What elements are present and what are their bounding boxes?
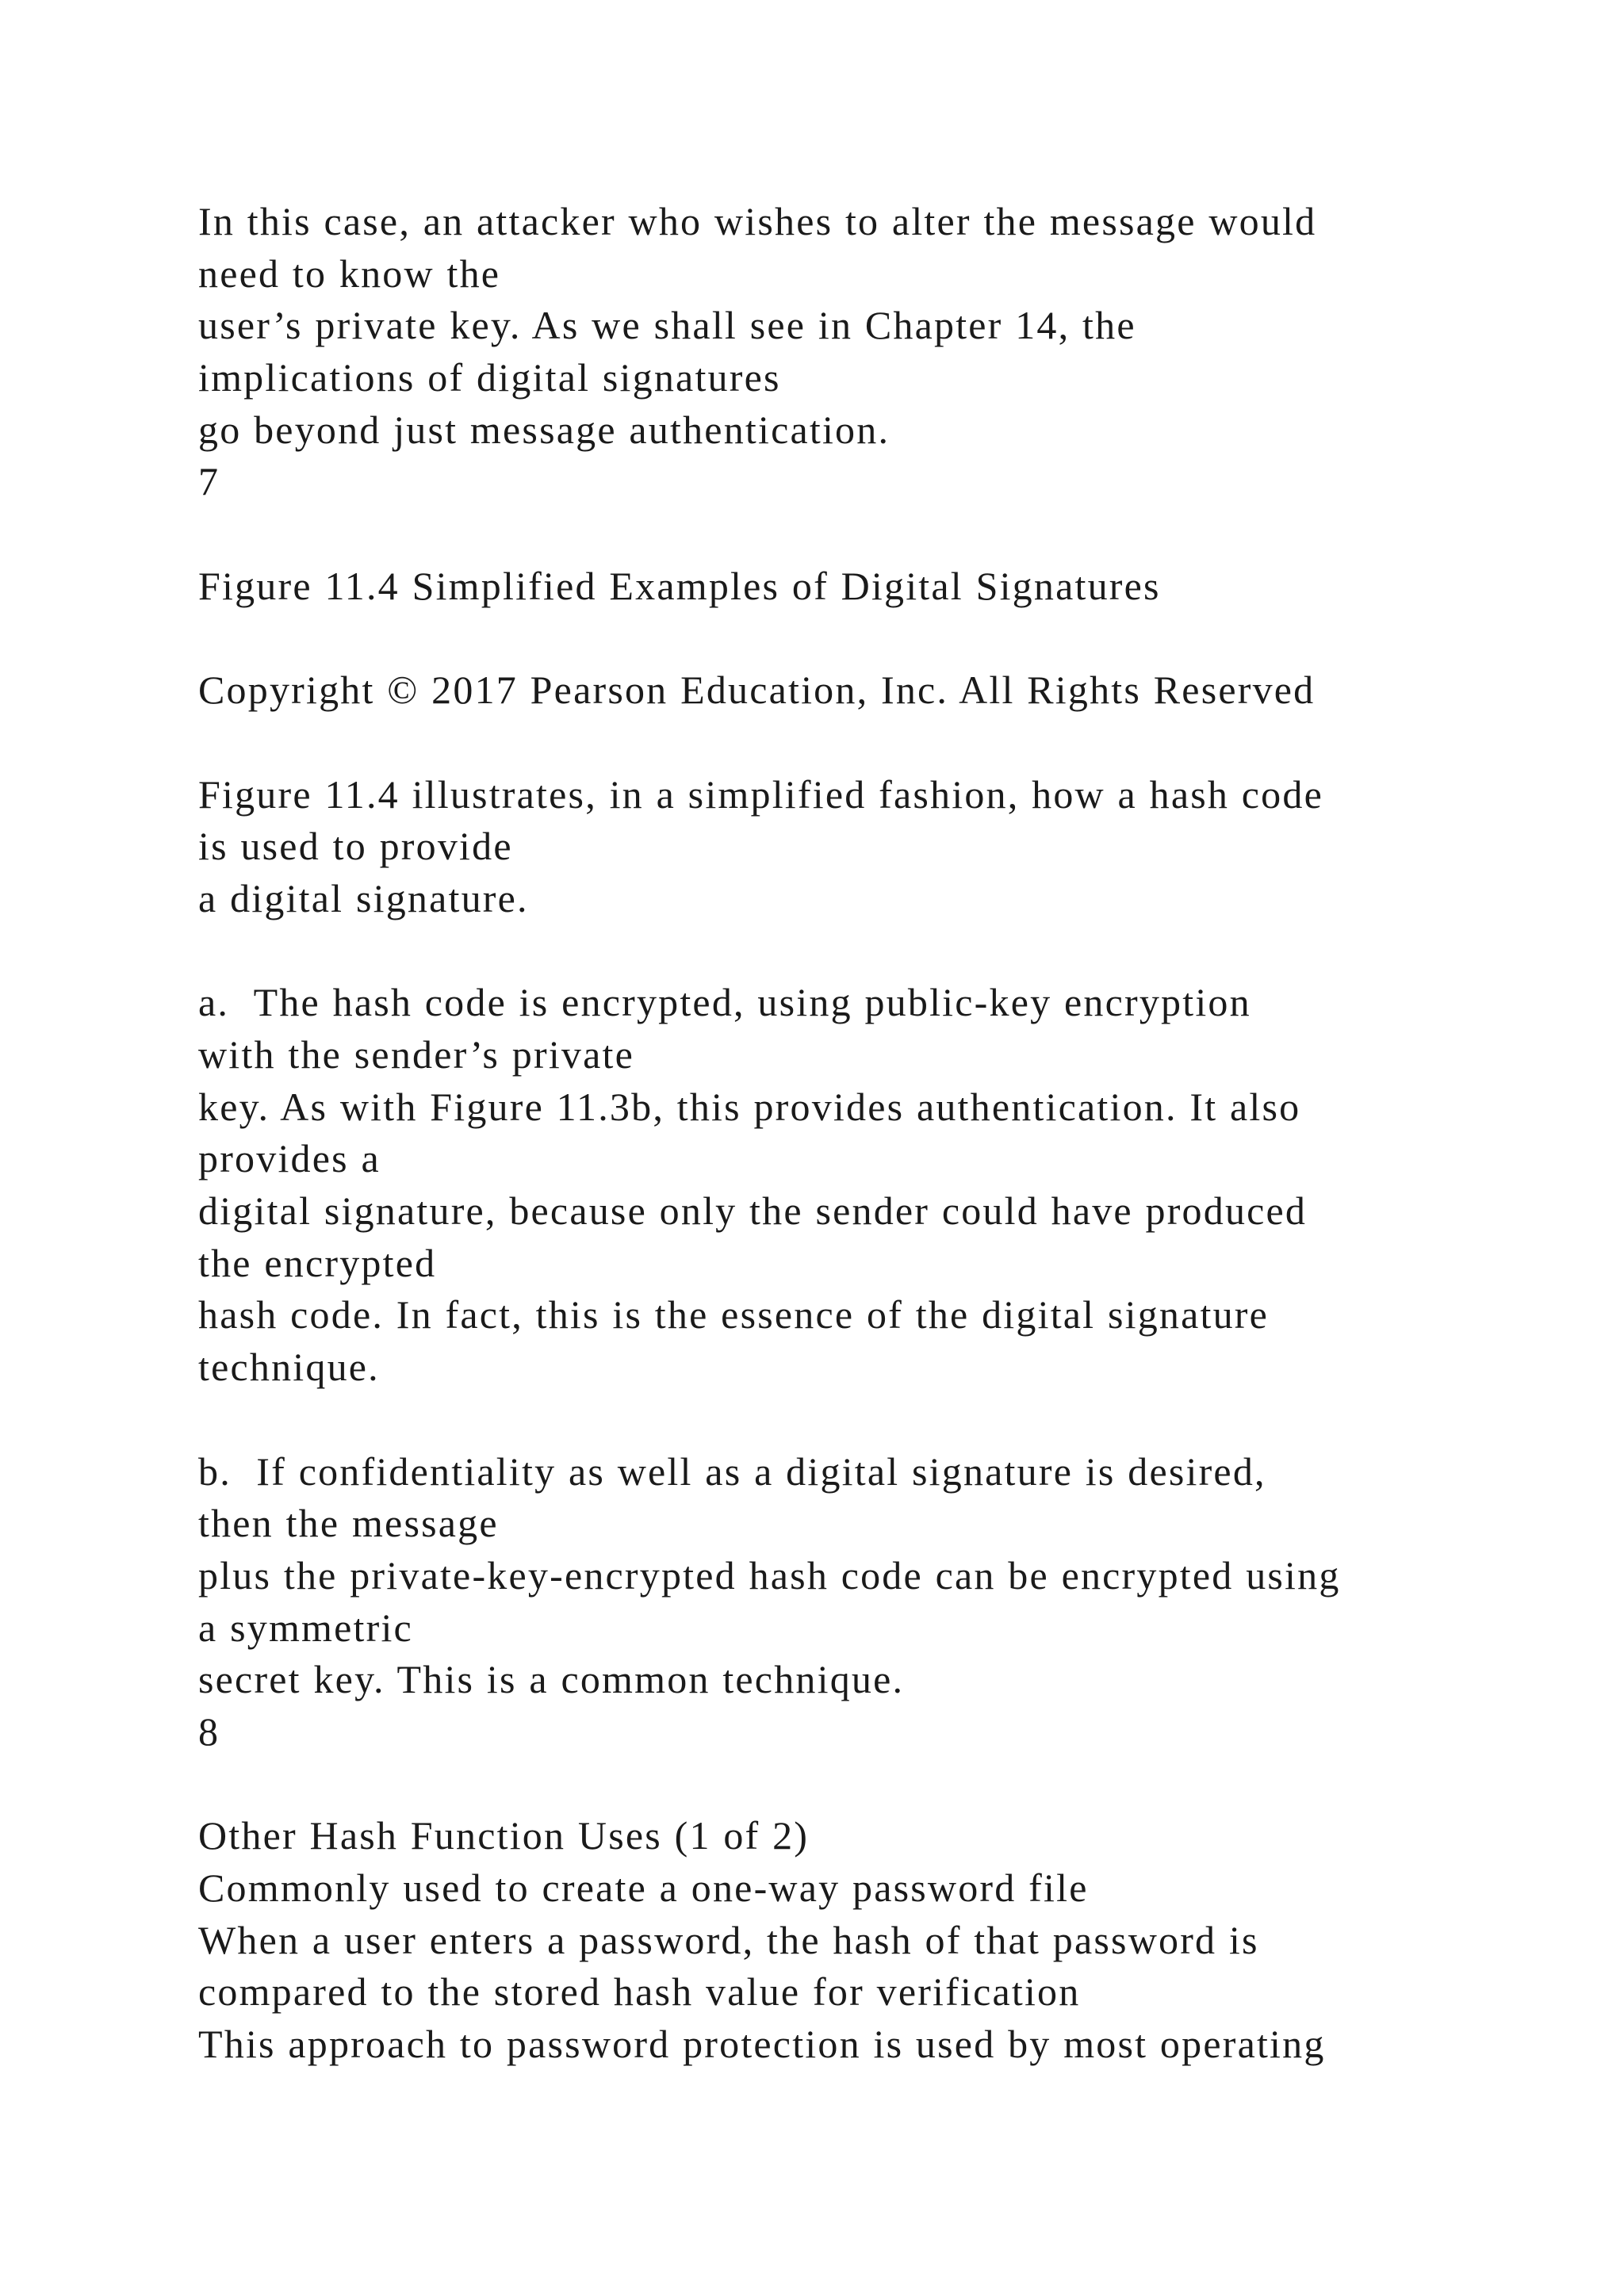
text-line: a. The hash code is encrypted, using public-key encryption: [198, 980, 1251, 1025]
text-line: implications of digital signatures: [198, 355, 781, 400]
text-line: When a user enters a password, the hash of that password is: [198, 1917, 1259, 1962]
text-line: Other Hash Function Uses (1 of 2): [198, 1813, 810, 1858]
text-line: with the sender’s private: [198, 1032, 634, 1077]
text-line: is used to provide: [198, 824, 513, 869]
text-line: then the message: [198, 1501, 499, 1546]
text-line: Commonly used to create a one-way password file: [198, 1866, 1089, 1910]
text-line: In this case, an attacker who wishes to alter the message would: [198, 199, 1317, 243]
text-line: compared to the stored hash value for verification: [198, 1969, 1081, 2015]
text-line: This approach to password protection is used by most operating: [198, 2022, 1326, 2067]
blank-line: [198, 925, 1594, 978]
text-line: user’s private key. As we shall see in Chapter 14, the: [198, 303, 1136, 348]
text-line: Figure 11.4 illustrates, in a simplified fashion, how a hash code: [198, 771, 1323, 817]
text-line: a digital signature.: [198, 875, 529, 920]
text-line: secret key. This is a common technique.: [198, 1657, 905, 1702]
text-line: a symmetric: [198, 1605, 413, 1650]
text-line: b. If confidentiality as well as a digital signature is desired,: [198, 1448, 1266, 1494]
blank-line: [198, 1758, 1594, 1811]
text-line: 7: [198, 459, 220, 504]
text-line: Copyright © 2017 Pearson Education, Inc. All Rights Reserved: [198, 668, 1316, 713]
blank-line: [198, 1394, 1594, 1446]
text-line: need to know the: [198, 251, 501, 296]
text-line: technique.: [198, 1345, 380, 1390]
blank-line: [198, 508, 1594, 561]
text-line: Figure 11.4 Simplified Examples of Digital Signatures: [198, 563, 1161, 608]
text-line: hash code. In fact, this is the essence of the digital signature: [198, 1292, 1270, 1337]
blank-line: [198, 717, 1594, 769]
text-line: provides a: [198, 1136, 381, 1181]
text-line: go beyond just message authentication.: [198, 407, 891, 452]
text-line: plus the private-key-encrypted hash code can be encrypted using: [198, 1552, 1341, 1598]
text-line: digital signature, because only the sender could have produced: [198, 1188, 1308, 1234]
text-line: 8: [198, 1709, 220, 1754]
text-line: key. As with Figure 11.3b, this provides authentication. It also: [198, 1084, 1301, 1129]
blank-line: [198, 613, 1594, 665]
document-body: [198, 196, 1594, 2071]
text-line: the encrypted: [198, 1240, 437, 1285]
